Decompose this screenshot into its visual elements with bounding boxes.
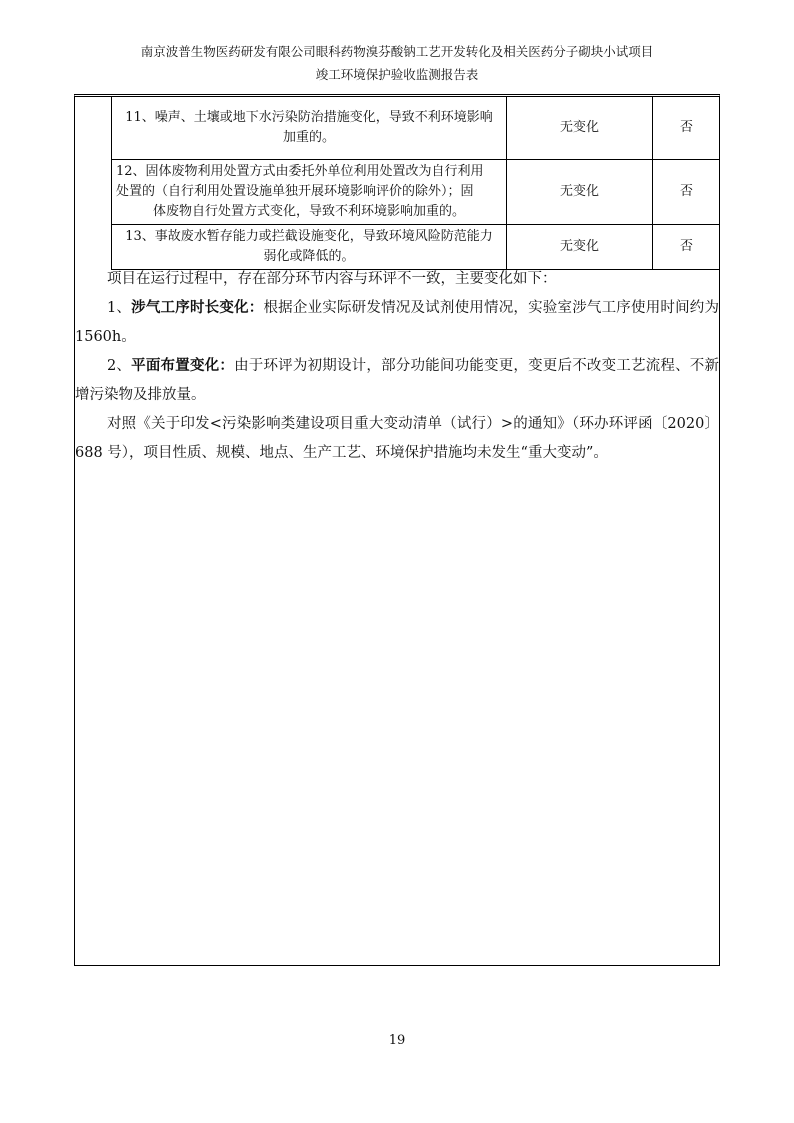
change-item	[112, 224, 507, 269]
item-line: 加重的。	[283, 129, 336, 145]
change-item-1	[75, 294, 719, 352]
major-change-flag: 否	[652, 224, 720, 269]
conclusion-paragraph: 对照《关于印发<污染影响类建设项目重大变动清单（试行）>的通知》（环办环评函〔2020〕688 号），项目性质、规模、地点、生产工艺、环境保护措施均未发生“重大变动”。	[75, 416, 719, 461]
change-item-2	[75, 352, 719, 410]
change-text: 根据企业实际研发情况及试剂使用情况，实验室涉气工序使用时间约为 1560h。	[75, 300, 720, 345]
item-line: 处置的（自行利用处置设施单独开展环境影响评价的除外）；固	[116, 183, 474, 199]
change-status: 无变化	[507, 97, 653, 159]
content-frame	[74, 94, 720, 966]
change-title: 涉气工序时长变化：	[131, 300, 264, 316]
page-number: 19	[388, 1033, 406, 1048]
major-change-flag: 否	[652, 159, 720, 224]
table-row	[112, 97, 721, 159]
report-header-title: 南京波普生物医药研发有限公司眼科药物溴芬酸钠工艺开发转化及相关医药分子砌块小试项目	[140, 44, 654, 59]
change-item	[112, 159, 507, 224]
report-header-subtitle: 竣工环境保护验收监测报告表	[315, 67, 479, 82]
change-text: 由于环评为初期设计，部分功能间功能变更，变更后不改变工艺流程、不新增污染物及排放量。	[75, 358, 720, 403]
item-line: 弱化或降低的。	[263, 248, 355, 264]
item-line: 12、固体废物利用处置方式由委托外单位利用处置改为自行利用	[116, 163, 484, 179]
table-row	[112, 224, 721, 269]
change-item	[112, 97, 507, 159]
change-table	[111, 97, 720, 270]
change-number: 1、	[107, 300, 132, 316]
item-line: 11、噪声、土壤或地下水污染防治措施变化，导致不利环境影响	[125, 109, 493, 125]
table-row	[112, 159, 721, 224]
change-status: 无变化	[507, 159, 653, 224]
change-title: 平面布置变化：	[131, 358, 235, 374]
change-number: 2、	[107, 358, 132, 374]
item-line: 13、事故废水暂存能力或拦截设施变化，导致环境风险防范能力	[125, 228, 493, 244]
major-change-flag: 否	[652, 97, 720, 159]
intro-paragraph: 项目在运行过程中，存在部分环节内容与环评不一致，主要变化如下：	[107, 271, 557, 287]
change-description	[75, 265, 719, 468]
change-status: 无变化	[507, 224, 653, 269]
item-line: 体废物自行处置方式变化，导致不利环境影响加重的。	[153, 203, 466, 219]
